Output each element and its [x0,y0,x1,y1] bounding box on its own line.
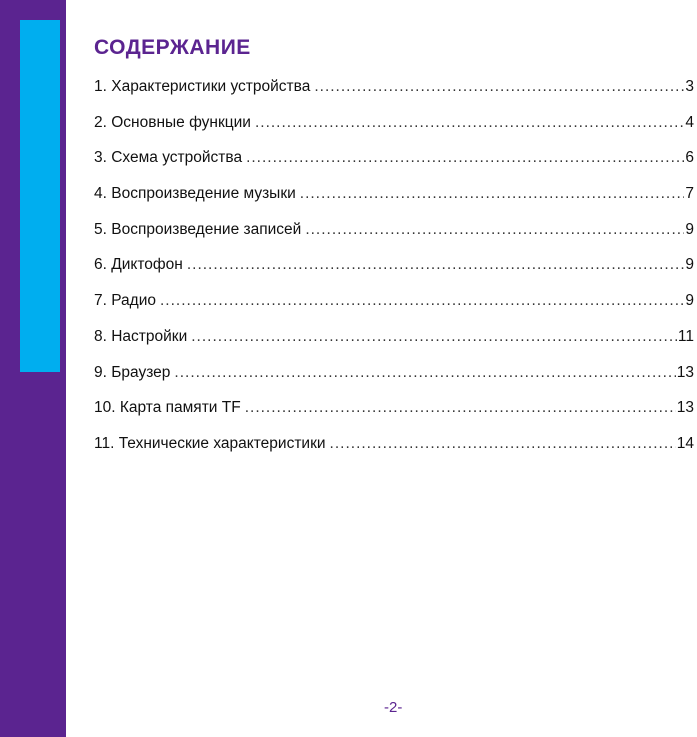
toc-entry-page: 14 [676,434,694,452]
toc-entry-page: 3 [685,78,694,95]
toc-entry [94,219,694,255]
toc-leader-dots [246,147,684,169]
toc-entry [94,254,694,290]
toc-entry [94,76,694,112]
toc-leader-dots [314,76,684,98]
toc-entry-page: 4 [685,113,694,131]
toc-entry-page: 9 [685,292,694,310]
table-of-contents [94,76,694,469]
toc-leader-dots [187,254,685,276]
toc-entry-page: 11 [677,327,694,345]
toc-entry-page: 13 [676,363,694,381]
toc-entry-label: 6. Диктофон [94,256,183,274]
toc-leader-dots [255,112,684,134]
toc-entry [94,112,694,148]
page-title: СОДЕРЖАНИЕ [94,36,251,59]
toc-entry [94,362,694,398]
toc-entry [94,183,694,219]
toc-leader-dots [191,326,677,348]
toc-entry-label: 7. Радио [94,292,156,310]
toc-entry-page: 6 [685,149,694,167]
toc-entry-label: 4. Воспроизведение музыки [94,185,296,203]
toc-entry [94,290,694,326]
toc-entry [94,433,694,469]
toc-entry [94,397,694,433]
accent-color-block [20,20,60,372]
toc-entry-label: 2. Основные функции [94,113,251,131]
toc-entry-page: 7 [685,185,694,203]
toc-entry-label: 10. Карта памяти TF [94,399,241,417]
toc-entry-label: 9. Браузер [94,363,171,381]
toc-leader-dots [245,397,676,419]
toc-entry-label: 3. Схема устройства [94,149,243,167]
toc-entry-page: 13 [676,399,694,417]
toc-entry [94,326,694,362]
toc-entry-page: 9 [685,220,694,238]
page-number: -2- [384,699,403,716]
toc-leader-dots [300,183,685,205]
toc-leader-dots [305,219,684,241]
toc-entry-label: 11. Технические характеристики [94,434,326,452]
toc-entry-label: 5. Воспроизведение записей [94,220,302,238]
toc-entry-label: 8. Настройки [94,327,188,345]
toc-entry [94,147,694,183]
toc-leader-dots [330,433,676,455]
toc-entry-label: 1. Характеристики устройства [94,78,311,95]
toc-entry-page: 9 [685,256,694,274]
toc-leader-dots [174,362,675,384]
toc-leader-dots [160,290,684,312]
